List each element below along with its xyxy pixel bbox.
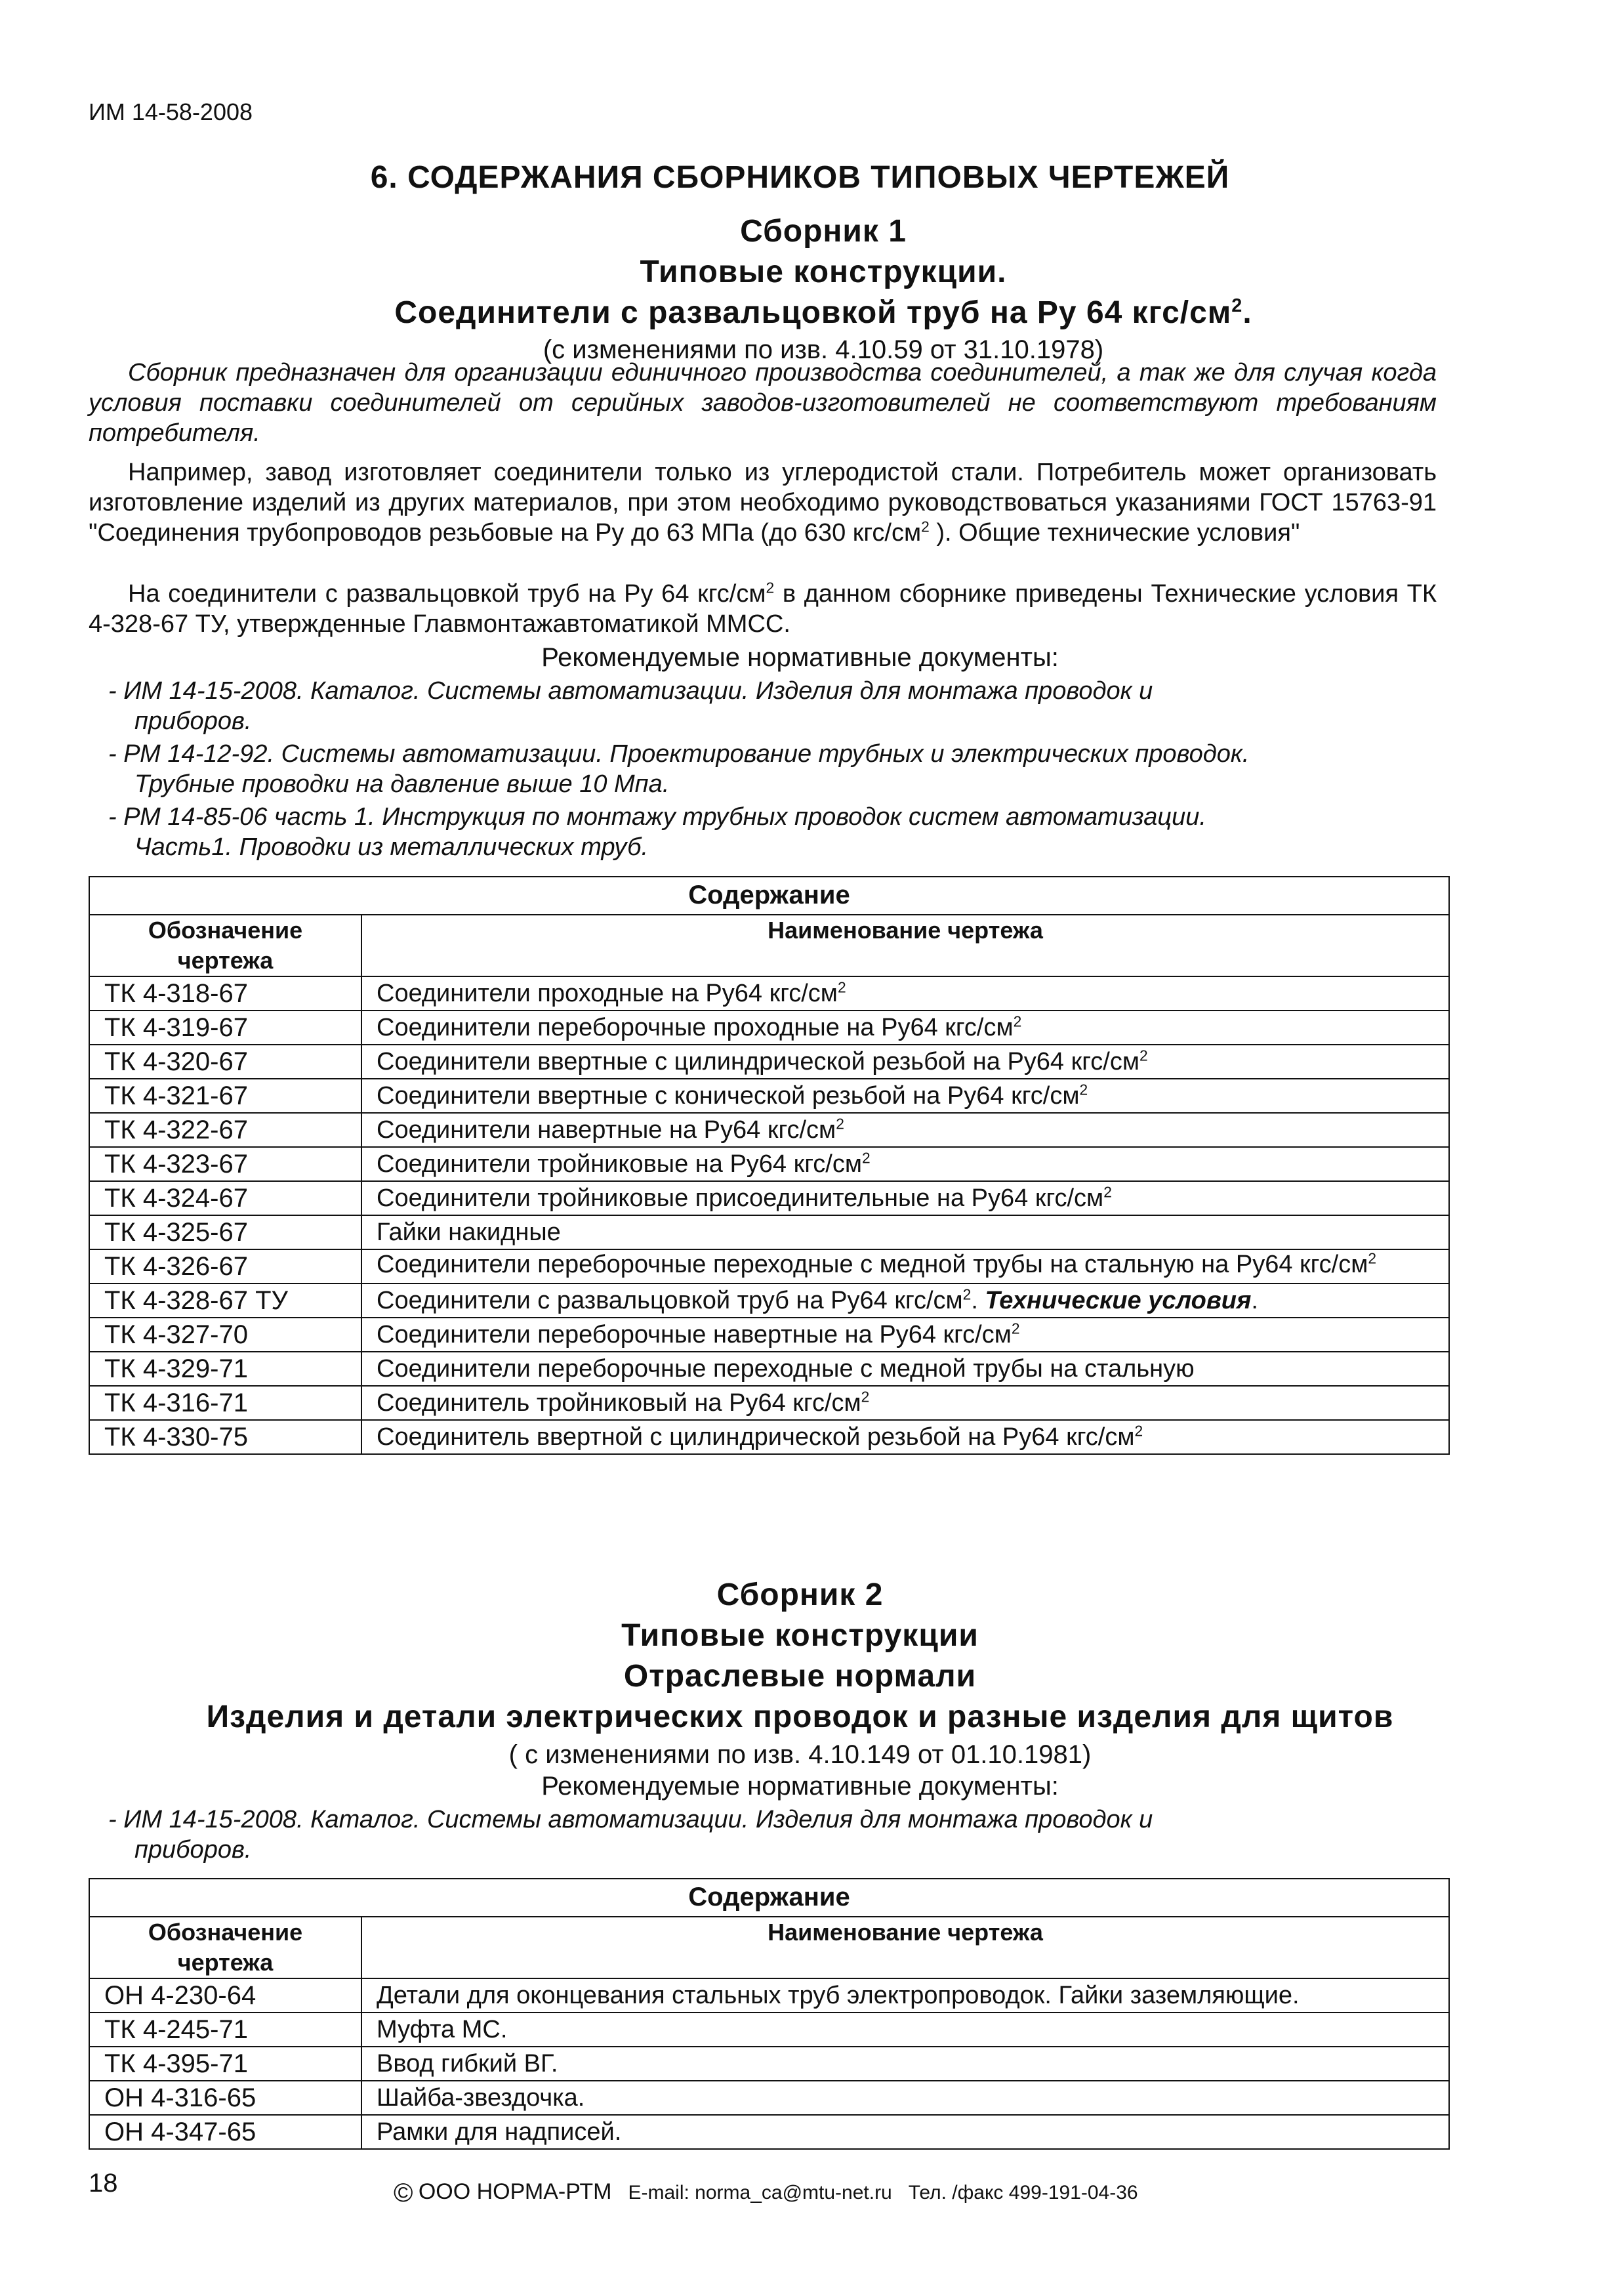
collection2-revision: ( с изменениями по изв. 4.10.149 от 01.10.1981) (508, 1740, 1092, 1769)
page-number: 18 (89, 2169, 118, 2198)
table-row: ТК 4-245-71 Муфта МС. (89, 2013, 1449, 2047)
table-row: ТК 4-322-67 Соединители навертные на Ру64 кгс/$см^2$ (89, 1113, 1449, 1147)
column-header-code: Обозначение чертежа (89, 1917, 361, 1978)
collection2-contents-table (89, 1878, 1450, 2150)
table-row: ТК 4-323-67 Соединители тройниковые на Ру64 кгс/$см^2$ (89, 1147, 1449, 1181)
collection1-ref-1: - ИМ 14-15-2008. Каталог. Системы автоматизации. Изделия для монтажа проводок и приборов. (108, 677, 1153, 735)
table-row: ОН 4-347-65 Рамки для надписей. (89, 2115, 1449, 2149)
collection1-title: Сборник 1 (740, 214, 907, 249)
table-row: ТК 4-316-71 Соединитель тройниковый на Ру64 кгс/$см^2$ (89, 1386, 1449, 1420)
column-header-name: Наименование чертежа (361, 1917, 1449, 1978)
collection2-subtitle: Типовые конструкции (621, 1618, 979, 1653)
collection2-main-heading: Изделия и детали электрических проводок и разные изделия для щитов (206, 1700, 1394, 1734)
footer-email: E-mail: norma_ca@mtu-net.ru (628, 2182, 892, 2203)
table-row: ОН 4-316-65 Шайба-звездочка. (89, 2081, 1449, 2115)
footer-phone: Тел. /факс 499-191-04-36 (908, 2182, 1138, 2203)
collection1-para1: Сборник предназначен для организации единичного производства соединителей, а так же для случая когда условия поставки соединителей от серийных заводов-изготовителей не соответствуют требованиям потребителя. (89, 359, 1437, 447)
table-caption: Содержание (89, 1879, 1449, 1917)
table-row: ОН 4-230-64 Детали для оконцевания стальных труб электропроводок. Гайки заземляющие. (89, 1978, 1449, 2013)
collection2-heading (0, 1575, 1600, 1772)
collection1-ref-2: - РМ 14-12-92. Системы автоматизации. Проектирование трубных и электрических проводок. Трубные проводки на давление выше 10 Мпа. (108, 740, 1250, 798)
collection2-subtitle2: Отраслевые нормали (623, 1659, 977, 1694)
collection1-para2: Например, завод изготовляет соединители только из углеродистой стали. Потребитель может организовать изготовление изделий из других материалов, при этом необходимо руководствоваться указаниями ГОСТ 15763-91 "Соединения трубопроводов резьбовые на Ру до 63 МПа (до 630 кгс/$см^2$ ). Общие технические условия" (89, 459, 1437, 547)
table-row: ТК 4-324-67 Соединители тройниковые присоединительные на Ру64 кгс/$см^2$ (89, 1181, 1449, 1215)
collection1-heading (197, 211, 1450, 366)
table-row: ТК 4-319-67 Соединители переборочные проходные на Ру64 кгс/$см^2$ (89, 1011, 1449, 1045)
document-code: ИМ 14-58-2008 (89, 98, 253, 125)
collection1-rec-docs: Рекомендуемые нормативные документы: (541, 643, 1059, 672)
table-row: ТК 4-326-67 Соединители переборочные переходные с медной трубы на стальную на Ру64 кгс/$см^2$ (89, 1249, 1449, 1284)
copyright-icon: © (394, 2179, 413, 2207)
table-row: ТК 4-320-67 Соединители ввертные с цилиндрической резьбой на Ру64 кгс/$см^2$ (89, 1045, 1449, 1079)
footer (394, 2179, 1138, 2208)
footer-company: ООО НОРМА-РТМ (418, 2179, 612, 2204)
table-row: ТК 4-329-71 Соединители переборочные переходные с медной трубы на стальную (89, 1352, 1449, 1386)
collection2-ref-1: - ИМ 14-15-2008. Каталог. Системы автоматизации. Изделия для монтажа проводок и приборов. (108, 1806, 1153, 1864)
table-row: ТК 4-321-67 Соединители ввертные с конической резьбой на Ру64 кгс/$см^2$ (89, 1079, 1449, 1113)
table-row: ТК 4-325-67 Гайки накидные (89, 1215, 1449, 1249)
collection2-title: Сборник 2 (716, 1577, 884, 1612)
collection1-contents-table (89, 876, 1450, 1455)
collection1-subtitle: Типовые конструкции. (640, 255, 1007, 289)
section-title: 6. СОДЕРЖАНИЯ СБОРНИКОВ ТИПОВЫХ ЧЕРТЕЖЕЙ (370, 160, 1230, 195)
column-header-code: Обозначение чертежа (89, 915, 361, 976)
collection1-revision: (с изменениями по изв. 4.10.59 от 31.10.1978) (543, 335, 1104, 364)
collection2-rec-docs: Рекомендуемые нормативные документы: (541, 1772, 1059, 1801)
table-row: ТК 4-395-71 Ввод гибкий ВГ. (89, 2047, 1449, 2081)
table-row: ТК 4-318-67 Соединители проходные на Ру64 кгс/$см^2$ (89, 976, 1449, 1011)
collection1-ref-3: - РМ 14-85-06 часть 1. Инструкция по монтажу трубных проводок систем автоматизации. Часть1. Проводки из металлических труб. (108, 803, 1206, 861)
collection1-main-heading: Соединители с развальцовкой труб на Ру 64 кгс/$см^2$. (394, 295, 1252, 330)
collection1-para3: На соединители с развальцовкой труб на Ру 64 кгс/$см^2$ в данном сборнике приведены Технические условия ТК 4-328-67 ТУ, утвержденные Главмонтажавтоматикой ММСС. (89, 579, 1437, 638)
table-row: ТК 4-328-67 ТУ Соединители с развальцовкой труб на Ру64 кгс/$см^2$. Технические условия. (89, 1284, 1449, 1318)
table-row: ТК 4-330-75 Соединитель ввертной с цилиндрической резьбой на Ру64 кгс/$см^2$ (89, 1420, 1449, 1454)
table-row: ТК 4-327-70 Соединители переборочные навертные на Ру64 кгс/$см^2$ (89, 1318, 1449, 1352)
table-caption: Содержание (89, 877, 1449, 915)
column-header-name: Наименование чертежа (361, 915, 1449, 976)
